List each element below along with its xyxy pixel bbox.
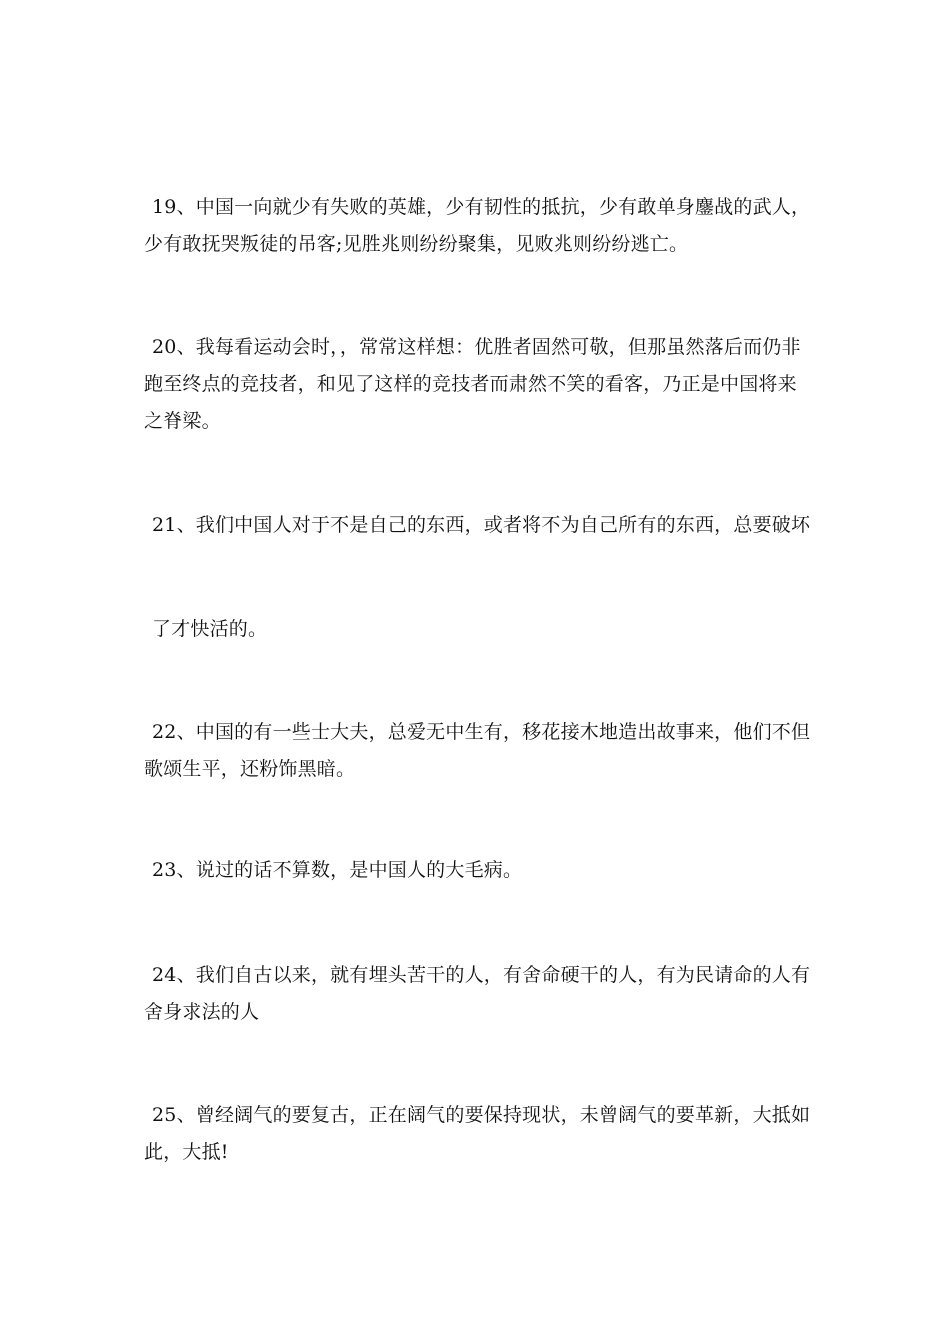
quote-25-line-2: 此，大抵! [144, 1141, 229, 1163]
quote-20 [144, 329, 812, 440]
quote-21 [144, 507, 812, 544]
quote-19-line-1: 19、中国一向就少有失败的英雄，少有韧性的抵抗，少有敢单身鏖战的武人， [152, 196, 811, 218]
quote-25-line-1: 25、曾经阔气的要复古，正在阔气的要保持现状，未曾阔气的要革新，大抵如 [152, 1104, 811, 1126]
quote-24 [144, 957, 812, 1031]
quote-22 [144, 714, 812, 788]
quote-19-line-2: 少有敢抚哭叛徒的吊客;见胜兆则纷纷聚集，见败兆则纷纷逃亡。 [144, 233, 689, 255]
quote-20-line-2: 跑至终点的竞技者，和见了这样的竞技者而肃然不笑的看客，乃正是中国将来 [144, 373, 797, 395]
quote-22-line-1: 22、中国的有一些士大夫，总爱无中生有，移花接木地造出故事来，他们不但 [152, 721, 811, 743]
quote-21-line-2: 了才快活的。 [152, 618, 268, 640]
quote-20-line-1: 20、我每看运动会时，，常常这样想：优胜者固然可敬，但那虽然落后而仍非 [152, 336, 801, 358]
quote-24-line-1: 24、我们自古以来，就有埋头苦干的人，有舍命硬干的人，有为民请命的人有 [152, 964, 811, 986]
quote-24-line-2: 舍身求法的人 [144, 1001, 260, 1023]
quote-23 [144, 852, 812, 889]
quote-19 [144, 189, 812, 263]
quote-25 [144, 1097, 812, 1171]
quote-23-line-1: 23、说过的话不算数，是中国人的大毛病。 [152, 859, 523, 881]
quote-21-line-1: 21、我们中国人对于不是自己的东西，或者将不为自己所有的东西，总要破坏 [152, 514, 811, 536]
quote-20-line-3: 之脊梁。 [144, 410, 221, 432]
quote-21-continuation [144, 611, 812, 648]
quote-22-line-2: 歌颂生平，还粉饰黑暗。 [144, 758, 356, 780]
